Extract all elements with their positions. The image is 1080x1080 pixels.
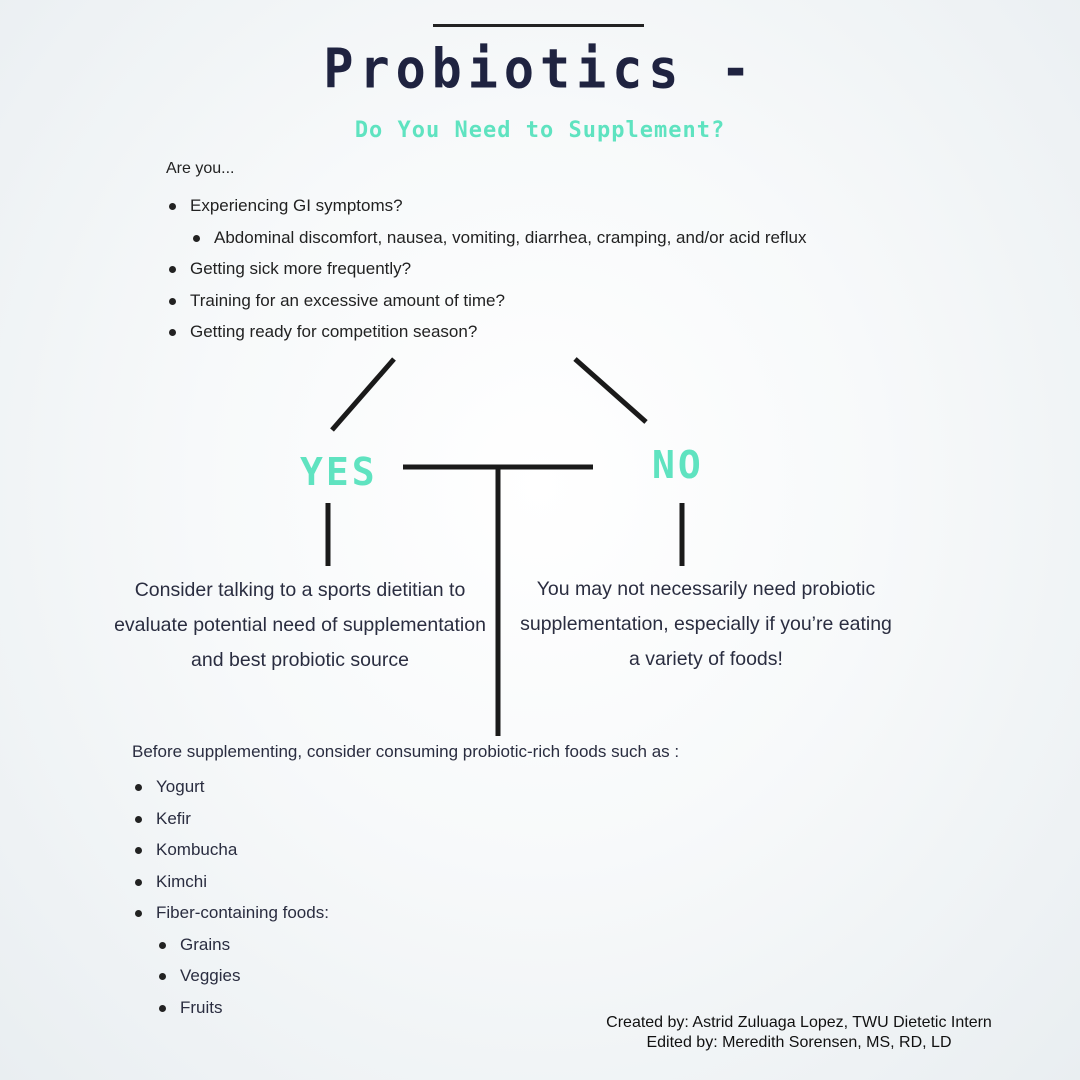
list-item: Grains: [156, 929, 329, 961]
credits: [560, 1013, 1038, 1053]
page-subtitle: Do You Need to Supplement?: [354, 118, 726, 143]
yes-recommendation: Consider talking to a sports dietitian to evaluate potential need of supplementation and best probiotic source: [114, 579, 486, 671]
list-item: Fiber-containing foods:: [132, 897, 329, 929]
list-item: Kimchi: [132, 866, 329, 898]
list-item: Veggies: [156, 960, 329, 992]
list-item: Experiencing GI symptoms?: [166, 190, 806, 222]
no-label: NO: [652, 443, 704, 487]
page-title: Probiotics -: [323, 37, 757, 101]
list-item: Getting ready for competition season?: [166, 316, 806, 348]
list-item: Yogurt: [132, 771, 329, 803]
no-recommendation: You may not necessarily need probiotic supplementation, especially if you’re eating a variety of foods!: [520, 578, 892, 670]
list-item: Training for an excessive amount of time?: [166, 285, 806, 317]
edited-by: Edited by: Meredith Sorensen, MS, RD, LD: [646, 1034, 952, 1051]
connector-to-yes: [332, 359, 394, 430]
list-item: Fruits: [156, 992, 329, 1024]
yes-label: YES: [300, 450, 378, 494]
foods-intro: Before supplementing, consider consuming probiotic-rich foods such as :: [132, 742, 680, 761]
connector-to-no: [575, 359, 646, 422]
list-item: Abdominal discomfort, nausea, vomiting, diarrhea, cramping, and/or acid reflux: [190, 222, 806, 254]
foods-list: [132, 771, 329, 1023]
list-item: Kefir: [132, 803, 329, 835]
question-intro: Are you...: [166, 160, 235, 177]
list-item: Kombucha: [132, 834, 329, 866]
list-item: Getting sick more frequently?: [166, 253, 806, 285]
created-by: Created by: Astrid Zuluaga Lopez, TWU Dietetic Intern: [606, 1014, 992, 1031]
